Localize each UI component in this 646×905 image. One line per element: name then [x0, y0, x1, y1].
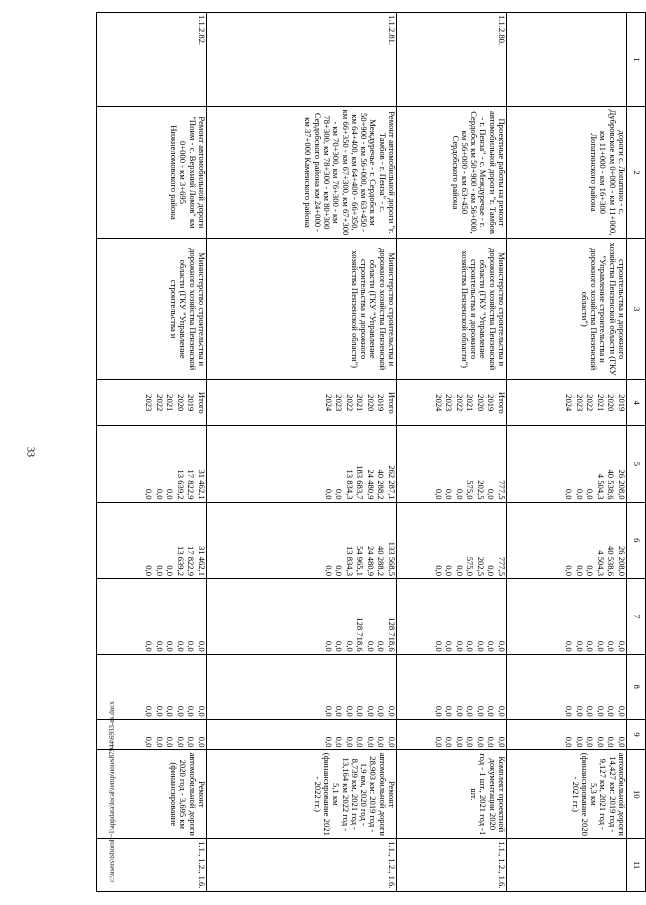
local-budget-value: 0,0 — [434, 705, 444, 717]
extra-budget-value: 0,0 — [345, 736, 355, 748]
local-budget-value: 0,0 — [165, 705, 176, 717]
regional-budget-value: 17 822,9 — [186, 545, 197, 577]
total-amount-value: 4 504,3 — [596, 473, 606, 500]
years-value: Итого — [497, 391, 507, 414]
extra-budget-value: 0,0 — [455, 736, 465, 748]
federal-budget-value: 0,0 — [434, 640, 444, 652]
total-amount-value: 0,0 — [444, 488, 455, 500]
federal-budget-value: 0,0 — [606, 640, 617, 652]
regional-budget-value: 0,0 — [334, 565, 345, 577]
years-value: 2019 — [486, 394, 497, 412]
extra-budget-value: 0,0 — [176, 736, 186, 748]
federal-budget-value: 0,0 — [324, 640, 334, 652]
regional-budget-value: 0,0 — [585, 565, 596, 577]
extra-budget-value: 0,0 — [606, 736, 617, 748]
local-budget-value: 0,0 — [606, 705, 617, 717]
indicator-link: 1.1., 1.2., 1.6. — [397, 839, 507, 892]
local-budget-value: 0,0 — [387, 705, 397, 717]
regional-budget-value: 0,0 — [434, 565, 444, 577]
extra-budget — [97, 719, 207, 750]
extra-budget-value: 0,0 — [486, 736, 497, 748]
total-amount-value: 0,0 — [564, 488, 575, 500]
years — [97, 380, 207, 426]
years-value: 2020 — [606, 394, 617, 412]
page-number: 33 — [24, 447, 36, 457]
federal-budget-value: 0,0 — [596, 640, 606, 652]
local-budget-value: 0,0 — [575, 705, 585, 717]
local-budget-value: 0,0 — [455, 705, 465, 717]
years-value: 2021 — [355, 394, 366, 412]
extra-budget — [507, 719, 627, 750]
federal-budget — [507, 579, 627, 655]
total-amount-value: 0,0 — [144, 488, 155, 500]
indicator-link — [507, 839, 627, 892]
federal-budget-value: 0,0 — [376, 640, 387, 652]
regional-budget-value: 13 834,3 — [345, 545, 355, 577]
years-value: 2021 — [465, 394, 476, 412]
years-value: 2024 — [434, 394, 444, 412]
column-header-11: 11 — [627, 839, 646, 892]
local-budget-value: 0,0 — [176, 705, 186, 717]
local-budget-value: 0,0 — [497, 705, 507, 717]
executor: Министерство строительства и дорожного хозяйства Пензенской области (ГКУ "Управление строительства и дорожного хозяйства Пензенской области") — [207, 238, 397, 380]
total-amount — [97, 426, 207, 502]
federal-budget-value: 0,0 — [444, 640, 455, 652]
local-budget-value: 0,0 — [617, 705, 627, 717]
total-amount-value: 0,0 — [155, 488, 165, 500]
table-body — [97, 13, 627, 892]
regional-budget-value: 0,0 — [324, 565, 334, 577]
row-number — [507, 13, 627, 107]
column-header-8: 8 — [627, 654, 646, 719]
years-value: 2019 — [186, 394, 197, 412]
years-value: 2022 — [345, 394, 355, 412]
federal-budget-value: 0,0 — [585, 640, 596, 652]
federal-budget-value: 0,0 — [564, 640, 575, 652]
table-row — [397, 13, 507, 892]
years — [207, 380, 397, 426]
column-header-10: 10 — [627, 750, 646, 839]
local-budget-value: 0,0 — [186, 705, 197, 717]
total-amount-value: 0,0 — [324, 488, 334, 500]
regional-budget — [397, 502, 507, 578]
extra-budget-value: 0,0 — [376, 736, 387, 748]
extra-budget-value: 0,0 — [465, 736, 476, 748]
extra-budget-value: 0,0 — [366, 736, 376, 748]
total-amount-value: 0,0 — [455, 488, 465, 500]
years-value: 2023 — [334, 394, 345, 412]
regional-budget-value: 0,0 — [575, 565, 585, 577]
regional-budget-value: 0,0 — [144, 565, 155, 577]
column-header-1: 1 — [627, 13, 646, 107]
years-value: 2021 — [165, 394, 176, 412]
local-budget-value: 0,0 — [476, 705, 486, 717]
regional-budget-value: 54 965,1 — [355, 545, 366, 577]
total-amount-value: 17 822,9 — [186, 469, 197, 500]
regional-budget-value: 40 288,2 — [376, 545, 387, 577]
federal-budget-value: 0,0 — [345, 640, 355, 652]
regional-budget-value: 0,0 — [486, 565, 497, 577]
total-amount-value: 13 834,3 — [345, 469, 355, 500]
total-amount-value: 26 208,0 — [617, 469, 627, 500]
regional-budget — [97, 502, 207, 578]
event-name: дороги с. Лопатино - с. Дубровское км 0+000 - км 11+000, км 11+000 - км 16+300 Лопатинского района — [507, 107, 627, 239]
total-amount-value: 40 538,6 — [606, 469, 617, 500]
regional-budget-value: 575,0 — [465, 556, 476, 577]
rotated-page — [98, 12, 646, 892]
years-value: 2023 — [444, 394, 455, 412]
extra-budget-value: 0,0 — [585, 736, 596, 748]
local-budget — [397, 654, 507, 719]
federal-budget-value: 0,0 — [165, 640, 176, 652]
row-number: 1.1.2.81. — [207, 13, 397, 107]
total-amount — [507, 426, 627, 502]
regional-budget-value: 0,0 — [455, 565, 465, 577]
extra-budget-value: 0,0 — [197, 736, 207, 748]
table-row — [97, 13, 207, 892]
extra-budget — [397, 719, 507, 750]
total-amount-value: 0,0 — [434, 488, 444, 500]
local-budget-value: 0,0 — [355, 705, 366, 717]
years-value: 2021 — [596, 394, 606, 412]
row-number: 1.1.2.80. — [397, 13, 507, 107]
federal-budget-value: 0,0 — [176, 640, 186, 652]
program-table — [96, 12, 646, 892]
federal-budget-value: 0,0 — [334, 640, 345, 652]
extra-budget-value: 0,0 — [564, 736, 575, 748]
years-value: 2022 — [455, 394, 465, 412]
extra-budget-value: 0,0 — [444, 736, 455, 748]
extra-budget-value: 0,0 — [186, 736, 197, 748]
column-header-2: 2 — [627, 107, 646, 239]
federal-budget — [97, 579, 207, 655]
regional-budget-value: 133 568,5 — [387, 541, 397, 577]
local-budget-value: 0,0 — [486, 705, 497, 717]
total-amount-value: 262 287,1 — [387, 465, 397, 500]
local-budget-value: 0,0 — [444, 705, 455, 717]
extra-budget-value: 0,0 — [324, 736, 334, 748]
federal-budget-value: 0,0 — [575, 640, 585, 652]
years-value: 2022 — [585, 394, 596, 412]
table-row — [507, 13, 627, 892]
federal-budget-value: 0,0 — [455, 640, 465, 652]
local-budget-value: 0,0 — [197, 705, 207, 717]
regional-budget-value: 26 208,0 — [617, 545, 627, 577]
local-budget — [507, 654, 627, 719]
total-amount-value: 40 288,2 — [376, 469, 387, 500]
years-value: 2019 — [617, 394, 627, 412]
years-value: 2022 — [155, 394, 165, 412]
total-amount-value: 0,0 — [334, 488, 345, 500]
local-budget-value: 0,0 — [155, 705, 165, 717]
extra-budget-value: 0,0 — [434, 736, 444, 748]
extra-budget-value: 0,0 — [476, 736, 486, 748]
regional-budget-value: 0,0 — [155, 565, 165, 577]
executor: Министерство строительства и дорожного хозяйства Пензенской области (ГКУ "Управление строительства и — [97, 238, 207, 380]
federal-budget-value: 0,0 — [617, 640, 627, 652]
total-amount-value: 0,0 — [585, 488, 596, 500]
column-header-9: 9 — [627, 719, 646, 750]
total-amount-value: 31 462,1 — [197, 469, 207, 500]
total-amount-value: 0,0 — [575, 488, 585, 500]
years-value: 2023 — [144, 394, 155, 412]
regional-budget-value: 0,0 — [564, 565, 575, 577]
federal-budget-value: 0,0 — [366, 640, 376, 652]
column-header-3: 3 — [627, 238, 646, 380]
years-value: 2020 — [476, 394, 486, 412]
extra-budget-value: 0,0 — [575, 736, 585, 748]
local-budget-value: 0,0 — [376, 705, 387, 717]
extra-budget-value: 0,0 — [165, 736, 176, 748]
years-value: 2019 — [376, 394, 387, 412]
local-budget — [97, 654, 207, 719]
regional-budget — [207, 502, 397, 578]
total-amount-value: 575,0 — [465, 480, 476, 500]
extra-budget-value: 0,0 — [596, 736, 606, 748]
years-value: 2020 — [366, 394, 376, 412]
regional-budget-value: 202,5 — [476, 556, 486, 577]
regional-budget-value: 0,0 — [444, 565, 455, 577]
total-amount-value: 24 480,9 — [366, 469, 376, 500]
total-amount — [207, 426, 397, 502]
total-amount-value: 0,0 — [165, 488, 176, 500]
regional-budget-value: 0,0 — [165, 565, 176, 577]
years-value: 2023 — [575, 394, 585, 412]
total-amount-value: 0,0 — [486, 488, 497, 500]
local-budget-value: 0,0 — [345, 705, 355, 717]
indicator-link: 1.1., 1.2., 1.6. — [207, 839, 397, 892]
indicator-link: 1.1., 1.2., 1.6. — [97, 839, 207, 892]
total-amount-value: 183 683,7 — [355, 465, 366, 500]
expected-result: Комплект проектной документации 2020 год - 1 шт., 2021 год -1 шт. — [397, 750, 507, 839]
executor: Министерство строительства и дорожного хозяйства Пензенской области (ГКУ "Управление строительства и дорожного хозяйства Пензенской области") — [397, 238, 507, 380]
years — [397, 380, 507, 426]
federal-budget-value: 0,0 — [497, 640, 507, 652]
column-header-7: 7 — [627, 579, 646, 655]
total-amount-value: 13 639,2 — [176, 469, 186, 500]
federal-budget-value: 0,0 — [465, 640, 476, 652]
executor: строительства и дорожного хозяйства Пензенской области (ГКУ "Управление строительства и дорожного хозяйства Пензенской области") — [507, 238, 627, 380]
row-number: 1.1.2.82. — [97, 13, 207, 107]
federal-budget-value: 0,0 — [144, 640, 155, 652]
expected-result: Ремонт автомобильной дороги 28,903 км: 2019 год - 1,9 км, 2020 год - 8,739 км, 2021 год - 13,164 км 2022 год - 5,1 км (финансирование 2021 - 2022 гг.) — [207, 750, 397, 839]
expected-result: Ремонт автомобильной дороги 2020 год - 3,695 км (финансирование — [97, 750, 207, 839]
total-amount-value: 202,5 — [476, 480, 486, 500]
local-budget-value: 0,0 — [334, 705, 345, 717]
local-budget-value: 0,0 — [465, 705, 476, 717]
federal-budget-value: 0,0 — [155, 640, 165, 652]
column-header-4: 4 — [627, 380, 646, 426]
total-amount-value: 777,5 — [497, 480, 507, 500]
event-name: Ремонт автомобильной дороги "Поим - с. Верхний Ломов" км 0+000 - км 3+695 Нижнеломовского района — [97, 107, 207, 239]
expected-result: автомобильной дороги 14,427 км: 2019 год - 9,127 км, 2021 год - 5,3 км (финансирование 2020 - 2021 гг.) — [507, 750, 627, 839]
years-value: 2024 — [324, 394, 334, 412]
federal-budget-value: 128 718,6 — [355, 617, 366, 652]
extra-budget — [207, 719, 397, 750]
regional-budget-value: 13 639,2 — [176, 545, 186, 577]
regional-budget-value: 4 504,3 — [596, 550, 606, 577]
extra-budget-value: 0,0 — [155, 736, 165, 748]
local-budget — [207, 654, 397, 719]
federal-budget — [207, 579, 397, 655]
years — [507, 380, 627, 426]
column-header-5: 5 — [627, 426, 646, 502]
regional-budget — [507, 502, 627, 578]
local-budget-value: 0,0 — [366, 705, 376, 717]
total-amount — [397, 426, 507, 502]
extra-budget-value: 0,0 — [387, 736, 397, 748]
federal-budget-value: 0,0 — [476, 640, 486, 652]
regional-budget-value: 31 462,1 — [197, 545, 207, 577]
federal-budget-value: 0,0 — [197, 640, 207, 652]
column-header-6: 6 — [627, 502, 646, 578]
extra-budget-value: 0,0 — [144, 736, 155, 748]
years-value: 2024 — [564, 394, 575, 412]
regional-budget-value: 24 480,9 — [366, 545, 376, 577]
years-value: Итого — [387, 391, 397, 414]
local-budget-value: 0,0 — [585, 705, 596, 717]
local-budget-value: 0,0 — [596, 705, 606, 717]
extra-budget-value: 0,0 — [497, 736, 507, 748]
local-budget-value: 0,0 — [324, 705, 334, 717]
federal-budget-value: 0,0 — [186, 640, 197, 652]
years-value: 2020 — [176, 394, 186, 412]
local-budget-value: 0,0 — [144, 705, 155, 717]
event-name: Ремонт автомобильной дороги "г. Тамбов - г. Пенза" - с. Междуречье - г. Сердобск км 50+900 - км 56+000, км 63+450 - км 64+400, км 64+400 - 66+350, км 66+350 - км 67+300, км 67+300 - км 70+300, км 76+300 - км 78+300, км 78+300 - км 80+300 Сердобского района км 24+000 - км 37+000 Каменского района — [207, 107, 397, 239]
extra-budget-value: 0,0 — [617, 736, 627, 748]
table-row — [207, 13, 397, 892]
extra-budget-value: 0,0 — [355, 736, 366, 748]
extra-budget-value: 0,0 — [334, 736, 345, 748]
regional-budget-value: 777,5 — [497, 556, 507, 577]
years-value: Итого — [197, 391, 207, 414]
header-row — [627, 13, 646, 892]
federal-budget-value: 0,0 — [486, 640, 497, 652]
local-budget-value: 0,0 — [564, 705, 575, 717]
federal-budget — [397, 579, 507, 655]
footer-file-path: c:\users\tsboroh~1\appdata\local\temp\notes87944\6933-ns.docx — [108, 701, 116, 882]
event-name: Проектные работы на ремонт автомобильной дороги "г. Тамбов - г. Пенза" - с. Междуречье - г. Сердобск км 50+900 - км 56+000, км 56+000 - км 63+450 Сердобского района — [397, 107, 507, 239]
regional-budget-value: 40 538,6 — [606, 545, 617, 577]
federal-budget-value: 128 718,6 — [387, 617, 397, 652]
